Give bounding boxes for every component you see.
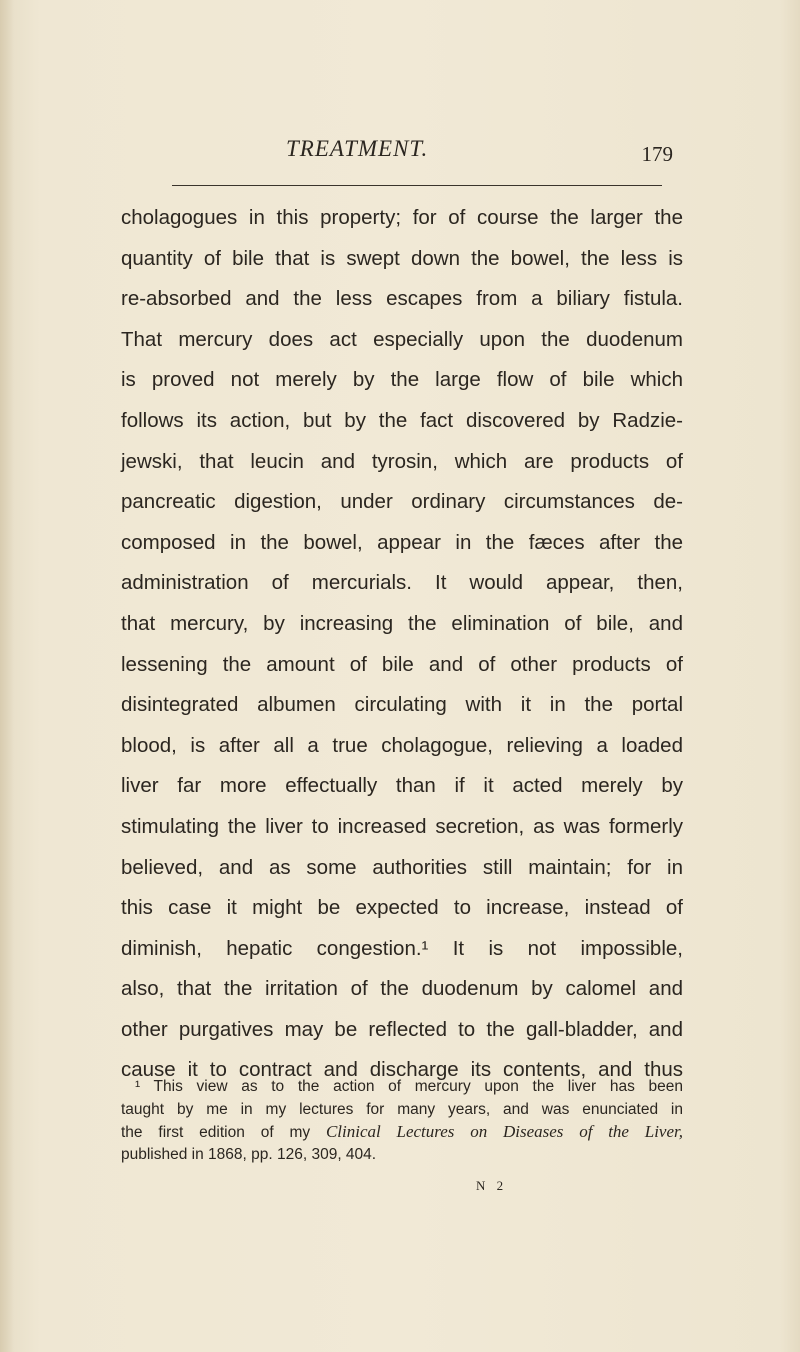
text-line: believed, and as some authorities still maintain; for in bbox=[121, 855, 683, 879]
footnote-line: ¹ This view as to the action of mercury upon the liver has been bbox=[135, 1078, 683, 1095]
text-line: this case it might be expected to increase, instead of bbox=[121, 896, 683, 920]
running-head: TREATMENT. bbox=[286, 136, 429, 161]
footnote-line: published in 1868, pp. 126, 309, 404. bbox=[121, 1145, 377, 1163]
binding-shadow bbox=[0, 0, 14, 1352]
cited-book-title: Clinical Lectures on Diseases of the Liver, bbox=[325, 1122, 683, 1141]
text-line: disintegrated albumen circulating with it in the portal bbox=[121, 693, 683, 717]
text-line: lessening the amount of bile and of other products of bbox=[121, 652, 683, 676]
text-line: other purgatives may be reflected to the gall-bladder, and bbox=[121, 1017, 683, 1041]
text-line: stimulating the liver to increased secretion, as was formerly bbox=[121, 814, 683, 838]
text-line: follows its action, but by the fact discovered by Radzie- bbox=[121, 408, 683, 432]
text-line: jewski, that leucin and tyrosin, which are products of bbox=[121, 449, 683, 473]
text-line: re-absorbed and the less escapes from a biliary fistula. bbox=[121, 287, 683, 311]
footnote-line: taught by me in my lectures for many years, and was enunciated in bbox=[121, 1100, 683, 1118]
header-rule bbox=[172, 185, 662, 186]
text-line: That mercury does act especially upon the duodenum bbox=[121, 327, 683, 351]
text-line: pancreatic digestion, under ordinary circumstances de- bbox=[121, 490, 683, 514]
text-line: composed in the bowel, appear in the fæces after the bbox=[121, 530, 683, 554]
body-text bbox=[121, 198, 683, 1091]
page-number: 179 bbox=[641, 142, 673, 166]
text-line: cause it to contract and discharge its contents, and thus bbox=[121, 1058, 683, 1082]
text-line: also, that the irritation of the duodenum by calomel and bbox=[121, 977, 683, 1001]
text-line: administration of mercurials. It would appear, then, bbox=[121, 571, 683, 595]
text-line: blood, is after all a true cholagogue, relieving a loaded bbox=[121, 733, 683, 757]
footnote bbox=[121, 1076, 683, 1166]
text-line: is proved not merely by the large flow of bile which bbox=[121, 368, 683, 392]
text-line: that mercury, by increasing the elimination of bile, and bbox=[121, 611, 683, 635]
footnote-prefix: the first edition of my bbox=[121, 1124, 326, 1141]
text-line: diminish, hepatic congestion.¹ It is not impossible, bbox=[121, 936, 683, 960]
page-header bbox=[120, 136, 680, 172]
text-line: quantity of bile that is swept down the bowel, the less is bbox=[121, 246, 683, 270]
footnote-line bbox=[121, 1121, 683, 1144]
text-line: cholagogues in this property; for of course the larger the bbox=[121, 206, 683, 229]
signature-mark: N 2 bbox=[476, 1178, 508, 1193]
text-line: liver far more effectually than if it acted merely by bbox=[121, 774, 683, 798]
